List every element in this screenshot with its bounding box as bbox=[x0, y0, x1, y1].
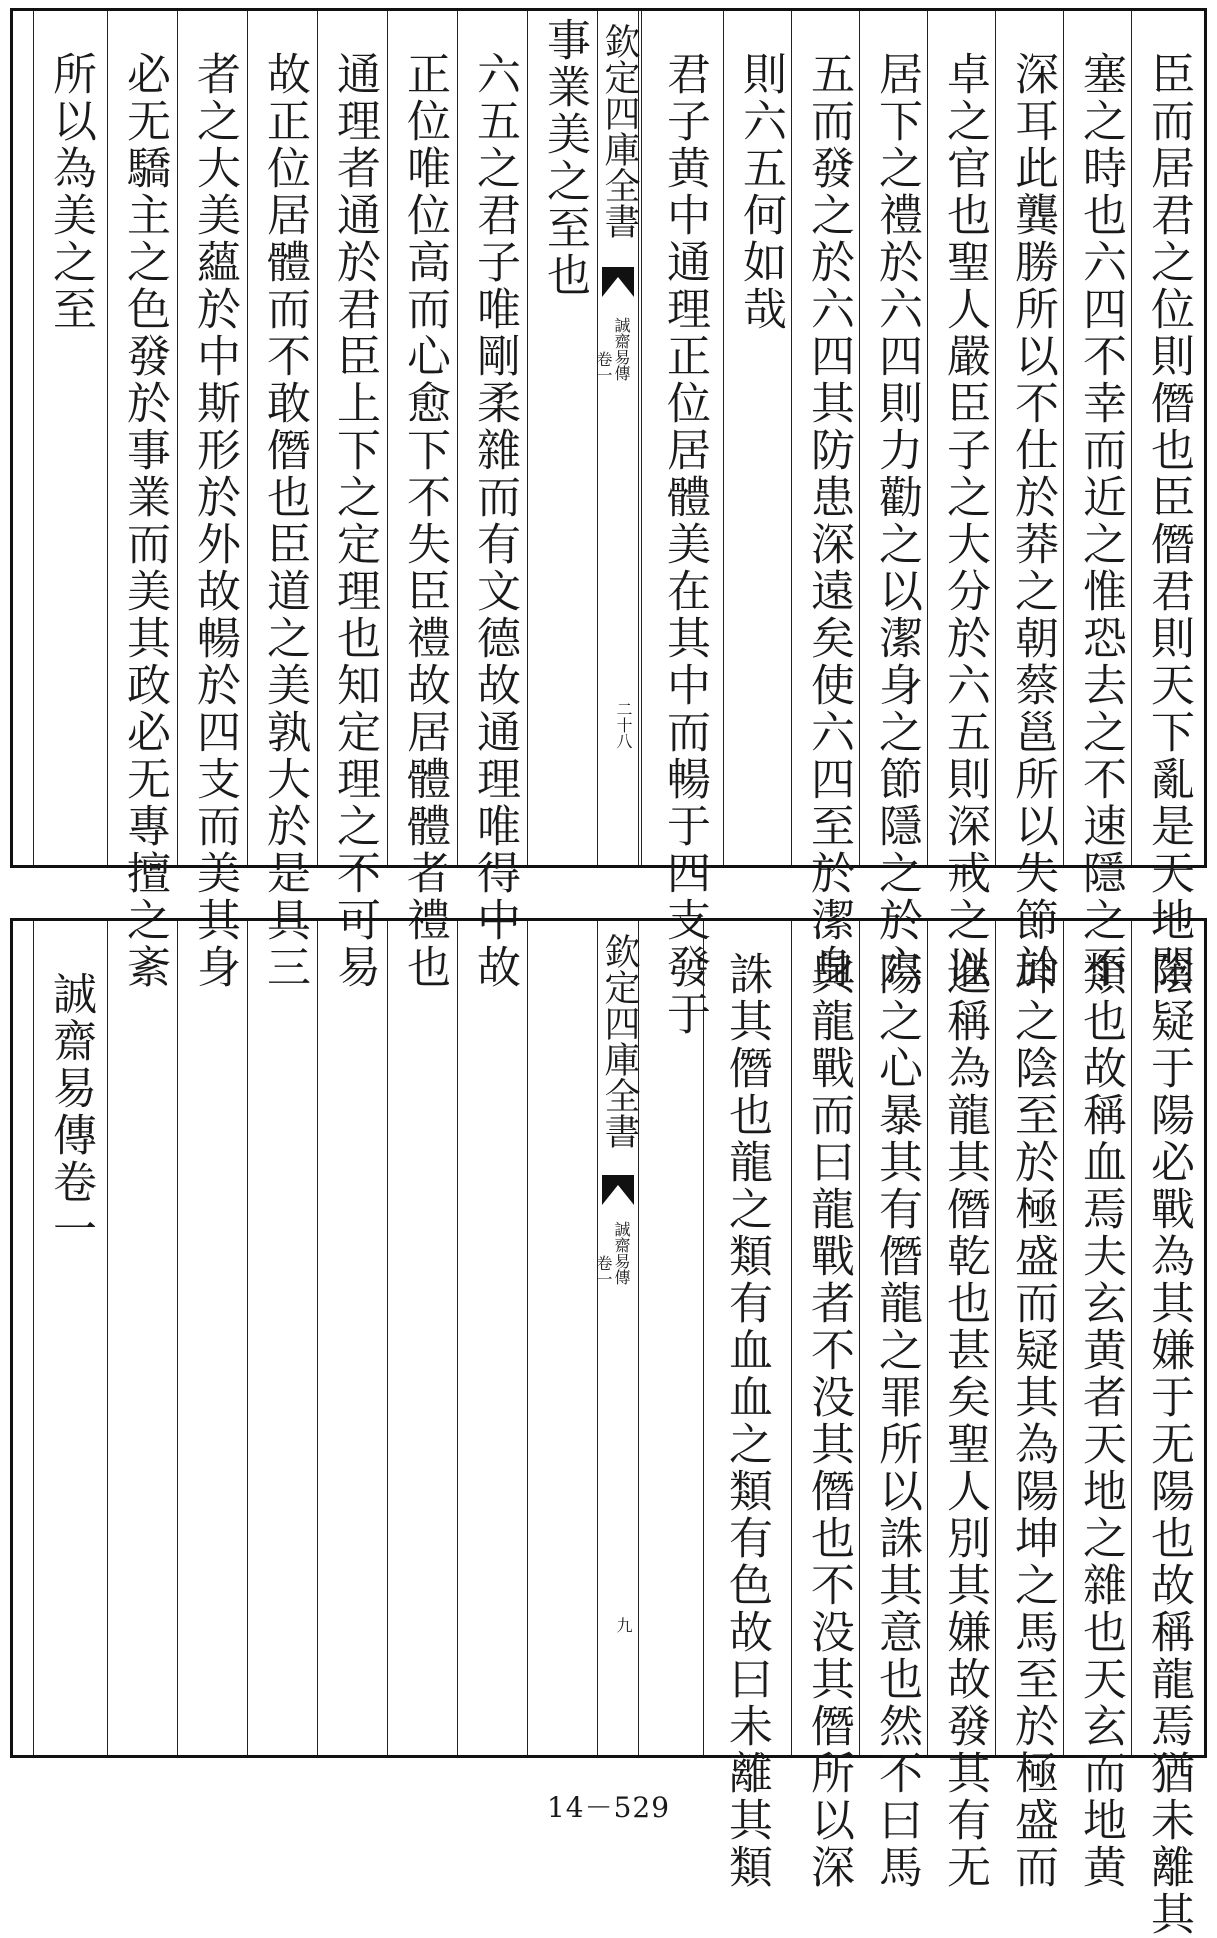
text-column bbox=[33, 921, 107, 1755]
column-text: 則六五何如哉 bbox=[735, 51, 786, 333]
text-column bbox=[177, 11, 247, 991]
column-text: 卓之官也聖人嚴臣子之大分於六五則深戒之以 bbox=[939, 51, 990, 991]
text-column bbox=[859, 921, 927, 1891]
column-text: 陽之心暴其有僭龍之罪所以誅其意也然不曰馬 bbox=[871, 951, 922, 1891]
column-text: 坤之陰至於極盛而疑其為陽坤之馬至於極盛而 bbox=[1007, 951, 1058, 1891]
text-column bbox=[1063, 11, 1131, 991]
blank-column bbox=[457, 921, 527, 1755]
band-title: 欽定四庫全書 bbox=[599, 933, 640, 1149]
fishtail-mark-icon bbox=[602, 267, 634, 297]
column-text: 與龍戰而曰龍戰者不没其僭也不没其僭所以深 bbox=[803, 951, 854, 1891]
text-column bbox=[107, 11, 177, 991]
blank-column bbox=[317, 921, 387, 1755]
text-column bbox=[927, 11, 995, 991]
blank-column bbox=[247, 921, 317, 1755]
column-text: 陰疑于陽必戰為其嫌于无陽也故稱龍焉猶未離其 bbox=[1143, 951, 1194, 1938]
column-text: 深耳此龔勝所以不仕於莽之朝蔡邕所以失節於 bbox=[1007, 51, 1058, 991]
text-column bbox=[387, 11, 457, 991]
text-column bbox=[457, 11, 527, 991]
text-column bbox=[1063, 921, 1131, 1891]
volume-end-title: 誠齋易傳卷一 bbox=[45, 971, 96, 1253]
text-column bbox=[703, 921, 791, 1891]
band-book-title: 誠齋易傳 bbox=[612, 1221, 631, 1285]
column-text: 者之大美蘊於中斯形於外故暢於四支而美其身 bbox=[189, 51, 240, 991]
text-column bbox=[317, 11, 387, 991]
text-column bbox=[723, 11, 791, 865]
column-text: 進稱為龍其僭乾也甚矣聖人別其嫌故發其有无 bbox=[939, 951, 990, 1891]
column-text: 居下之禮於六四則力勸之以潔身之節隱之於六 bbox=[871, 51, 922, 991]
band-volume: 卷一 bbox=[594, 351, 613, 383]
text-column bbox=[995, 921, 1063, 1891]
column-text: 誅其僭也龍之類有血血之類有色故曰未離其類 bbox=[721, 951, 772, 1891]
column-text: 必无驕主之色發於事業而美其政必无專擅之紊 bbox=[119, 51, 170, 991]
center-band bbox=[594, 11, 640, 865]
blank-column bbox=[107, 921, 177, 1755]
column-text: 故正位居體而不敢僭也臣道之美孰大於是具三 bbox=[259, 51, 310, 991]
text-column bbox=[791, 11, 859, 991]
fishtail-mark-icon bbox=[602, 1175, 634, 1205]
text-column bbox=[859, 11, 927, 991]
center-band bbox=[594, 921, 640, 1755]
text-column bbox=[33, 11, 107, 865]
column-text: 臣而居君之位則僭也臣僭君則天下亂是天地閉 bbox=[1143, 51, 1194, 991]
band-page-number: 二十八 bbox=[614, 701, 633, 749]
band-title: 欽定四庫全書 bbox=[599, 23, 640, 239]
column-text: 君子黄中通理正位居體美在其中而暢于四支發于 bbox=[659, 51, 710, 1038]
column-text: 正位唯位高而心愈下不失臣禮故居體體者禮也 bbox=[399, 51, 450, 991]
blank-column bbox=[527, 921, 597, 1755]
column-text: 所以為美之至 bbox=[45, 51, 96, 333]
text-column bbox=[641, 11, 723, 1038]
column-text: 類也故稱血焉夫玄黄者天地之雜也天玄而地黄 bbox=[1075, 951, 1126, 1891]
text-column bbox=[1131, 921, 1207, 1938]
band-book-title: 誠齋易傳 bbox=[612, 317, 631, 381]
text-column bbox=[247, 11, 317, 991]
top-page-frame bbox=[10, 8, 1207, 1038]
column-text: 通理者通於君臣上下之定理也知定理之不可易 bbox=[329, 51, 380, 991]
text-column bbox=[995, 11, 1063, 991]
page-number: 14－529 bbox=[546, 1791, 671, 1824]
column-text: 塞之時也六四不幸而近之惟恐去之不速隱之不 bbox=[1075, 51, 1126, 991]
band-volume: 卷一 bbox=[594, 1255, 613, 1287]
text-column bbox=[1131, 11, 1207, 991]
text-column bbox=[927, 921, 995, 1891]
blank-column bbox=[177, 921, 247, 1755]
text-column bbox=[527, 11, 597, 865]
band-page-number: 九 bbox=[614, 1617, 633, 1633]
text-column bbox=[791, 921, 859, 1891]
column-text: 事業美之至也 bbox=[539, 17, 590, 299]
column-text: 六五之君子唯剛柔雜而有文德故通理唯得中故 bbox=[469, 51, 520, 991]
column-text: 五而發之於六四其防患深遠矣使六四至於潔身 bbox=[803, 51, 854, 991]
blank-column bbox=[387, 921, 457, 1755]
